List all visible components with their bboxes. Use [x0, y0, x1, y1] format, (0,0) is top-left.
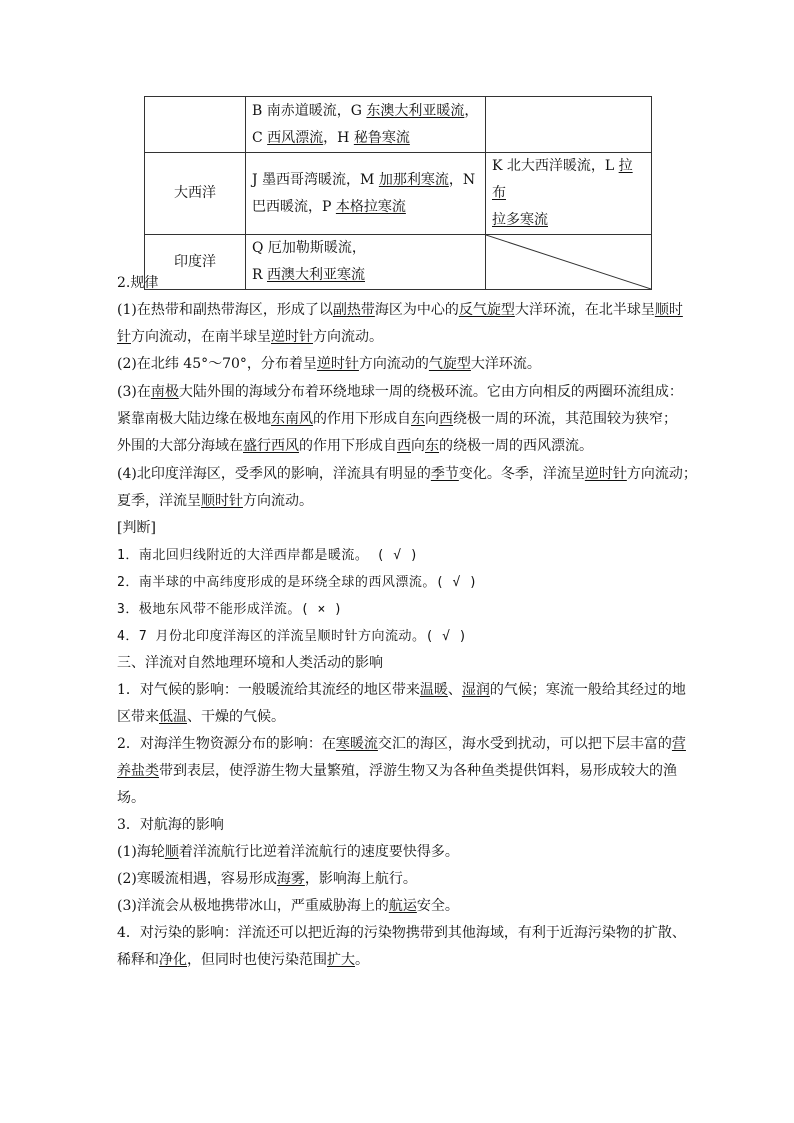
text-segment: 大陆外围的海域分布着环绕地球一周的绕极环流。它由方向相反的两圈环流组成：	[178, 384, 683, 400]
text-segment: ，	[464, 102, 479, 119]
underlined-answer: 本格拉寒流	[335, 198, 406, 215]
text-line	[117, 569, 680, 597]
text-segment: ，影响海上航行。	[304, 871, 417, 887]
cell-line	[252, 235, 479, 262]
underlined-answer: 西	[439, 411, 453, 427]
text-line	[117, 488, 680, 516]
text-segment: Q 厄加勒斯暖流，	[252, 240, 366, 256]
text-line	[117, 839, 680, 867]
underlined-answer: 副热带	[332, 302, 375, 318]
text-segment: 2．南半球的中高纬度形成的是环绕全球的西风漂流。( √ )	[117, 575, 478, 590]
text-segment: 三、洋流对自然地理环境和人类活动的影响	[117, 655, 383, 671]
text-segment: (1)在热带和副热带海区，形成了以	[117, 302, 333, 318]
text-segment: 向	[425, 411, 439, 427]
text-segment: 方向流动。	[243, 493, 313, 509]
text-segment: (1)海轮	[117, 844, 165, 860]
current-list-cell	[246, 153, 486, 235]
text-line	[117, 704, 680, 732]
underlined-answer: 季节	[430, 466, 459, 482]
text-line	[117, 650, 680, 678]
text-segment: 向	[411, 438, 425, 454]
text-line	[117, 920, 686, 948]
underlined-answer: 净化	[159, 952, 187, 968]
text-line	[117, 731, 686, 759]
text-line	[117, 785, 680, 813]
text-segment: 夏季，洋流呈	[117, 493, 201, 509]
underlined-answer: 气旋型	[428, 356, 471, 372]
underlined-answer: 顺	[164, 844, 179, 860]
underlined-answer: 逆时针	[271, 329, 313, 345]
text-segment: 区带来	[117, 709, 159, 725]
text-line	[117, 379, 683, 407]
cell-line	[492, 153, 645, 207]
underlined-answer: 针	[117, 329, 131, 345]
current-list-cell	[246, 97, 486, 153]
cell-line	[252, 98, 479, 125]
underlined-answer: 海雾	[276, 871, 305, 887]
table-row	[145, 97, 652, 153]
text-line	[117, 515, 680, 543]
text-segment: C	[252, 129, 268, 146]
text-segment: ，但同时也使污染范围	[187, 952, 327, 968]
underlined-answer: 顺时	[654, 302, 683, 318]
text-line	[117, 406, 680, 434]
text-line	[117, 758, 680, 786]
text-line	[117, 324, 680, 352]
text-line	[117, 596, 680, 624]
underlined-answer: 南极	[150, 384, 179, 400]
underlined-answer: 加那利寒流	[378, 171, 449, 188]
text-segment: (2)寒暖流相遇，容易形成	[117, 871, 277, 887]
underlined-answer: 东南风	[271, 411, 313, 427]
underlined-answer: 西澳大利亚寒流	[267, 267, 365, 283]
underlined-answer: 拉布	[492, 158, 633, 201]
text-segment: 的作用下形成自	[299, 438, 397, 454]
text-segment: 的气候；寒流一般给其经过的地	[489, 682, 686, 698]
text-line	[117, 677, 686, 705]
underlined-answer: 秘鲁寒流	[353, 129, 410, 146]
ocean-name-cell	[145, 97, 246, 153]
text-line	[117, 351, 680, 379]
text-segment: 的作用下形成自	[313, 411, 411, 427]
text-segment: 2．对海洋生物资源分布的影响：在	[117, 736, 336, 752]
text-line	[117, 893, 680, 921]
text-line	[117, 623, 680, 651]
text-segment: ，H	[323, 129, 354, 146]
underlined-answer: 养盐类	[117, 763, 159, 779]
text-segment: (3)洋流会从极地携带冰山，严重威胁海上的	[117, 898, 389, 914]
text-segment: 带到表层，使浮游生物大量繁殖，浮游生物又为各种鱼类提供饵料，易形成较大的渔	[159, 763, 677, 779]
text-segment: 。	[355, 952, 369, 968]
text-segment: 紧靠南极大陆边缘在极地	[117, 411, 271, 427]
text-segment: 1．对气候的影响：一般暖流给其流经的地区带来	[117, 682, 420, 698]
table-row	[145, 153, 652, 235]
text-line	[117, 433, 680, 461]
text-segment: 方向流动，在南半球呈	[131, 329, 271, 345]
text-segment: R	[252, 267, 267, 283]
text-segment: 海区为中心的	[374, 302, 459, 318]
text-segment: 安全。	[416, 898, 459, 914]
text-segment: 大洋环流。	[470, 356, 541, 372]
text-line	[117, 812, 680, 840]
text-segment: 外围的大部分海域在	[117, 438, 243, 454]
text-segment: 4．7 月份北印度洋海区的洋流呈顺时针方向流动。( √ )	[117, 629, 468, 644]
ocean-name-cell: 大西洋	[145, 153, 246, 235]
cell-line	[492, 207, 645, 234]
underlined-answer: 逆时针	[584, 466, 627, 482]
current-list-cell	[486, 97, 652, 153]
underlined-answer: 西风漂流	[267, 129, 324, 146]
underlined-answer: 湿润	[461, 682, 490, 698]
text-line	[117, 297, 683, 325]
text-segment: 1．南北回归线附近的大洋西岸都是暖流。 ( √ )	[117, 548, 419, 563]
text-segment: 绕极一周的环流，其范围较为狭窄；	[453, 411, 677, 427]
underlined-answer: 逆时针	[316, 356, 359, 372]
text-line	[117, 461, 697, 489]
underlined-answer: 温暖	[419, 682, 448, 698]
cell-line	[252, 125, 479, 152]
underlined-answer: 寒暖流	[335, 736, 378, 752]
underlined-answer: 东	[411, 411, 425, 427]
text-segment: 、干燥的气候。	[187, 709, 285, 725]
text-segment: 、	[447, 682, 462, 698]
text-segment: (3)在	[117, 384, 151, 400]
underlined-answer: 低温	[159, 709, 187, 725]
text-segment: 着洋流航行比逆着洋流航行的速度要快得多。	[178, 844, 459, 860]
text-segment: 变化。冬季，洋流呈	[458, 466, 585, 482]
text-segment: (4)北印度洋海区，受季风的影响，洋流具有明显的	[117, 466, 431, 482]
text-segment: 方向流动。	[313, 329, 383, 345]
text-segment: 方向流动；	[626, 466, 697, 482]
text-segment: B 南赤道暖流，G	[252, 102, 367, 119]
text-segment: 4．对污染的影响：洋流还可以把近海的污染物携带到其他海域，有利于近海污染物的扩散、	[117, 925, 686, 941]
cell-line	[252, 167, 479, 194]
underlined-answer: 营	[671, 736, 686, 752]
underlined-answer: 东澳大利亚暖流	[366, 102, 465, 119]
text-segment: (2)在北纬 45°～70°，分布着呈	[117, 356, 317, 372]
text-segment: 的绕极一周的西风漂流。	[439, 438, 593, 454]
underlined-answer: 拉多寒流	[492, 212, 548, 228]
current-list-cell	[486, 153, 652, 235]
cell-line	[252, 194, 479, 221]
text-segment: 3．对航海的影响	[117, 817, 224, 833]
underlined-answer: 反气旋型	[458, 302, 515, 318]
text-segment: 方向流动的	[358, 356, 429, 372]
ocean-current-table	[144, 96, 652, 290]
underlined-answer: 盛行西风	[243, 438, 299, 454]
underlined-answer: 顺时针	[201, 493, 243, 509]
text-line	[117, 866, 680, 894]
text-line	[117, 947, 680, 975]
ocean-name-cell: 印度洋	[145, 235, 246, 290]
text-segment: 大洋环流，在北半球呈	[514, 302, 655, 318]
underlined-answer: 航运	[388, 898, 417, 914]
text-segment: K 北大西洋暖流，L	[492, 158, 619, 174]
text-segment: ，N	[448, 171, 476, 188]
underlined-answer: 东	[425, 438, 439, 454]
text-segment: [判断]	[117, 520, 156, 536]
text-segment: J 墨西哥湾暖流，M	[252, 171, 379, 188]
text-segment: 2.规律	[117, 275, 159, 291]
underlined-answer: 扩大	[327, 952, 355, 968]
text-segment: 巴西暖流，P	[252, 198, 336, 215]
text-segment: 场。	[117, 790, 145, 806]
underlined-answer: 西	[397, 438, 411, 454]
text-line	[117, 270, 680, 298]
text-line	[117, 542, 680, 570]
text-segment: 3．极地东风带不能形成洋流。( × )	[117, 602, 343, 617]
text-segment: 交汇的海区，海水受到扰动，可以把下层丰富的	[377, 736, 672, 752]
text-segment: 稀释和	[117, 952, 159, 968]
